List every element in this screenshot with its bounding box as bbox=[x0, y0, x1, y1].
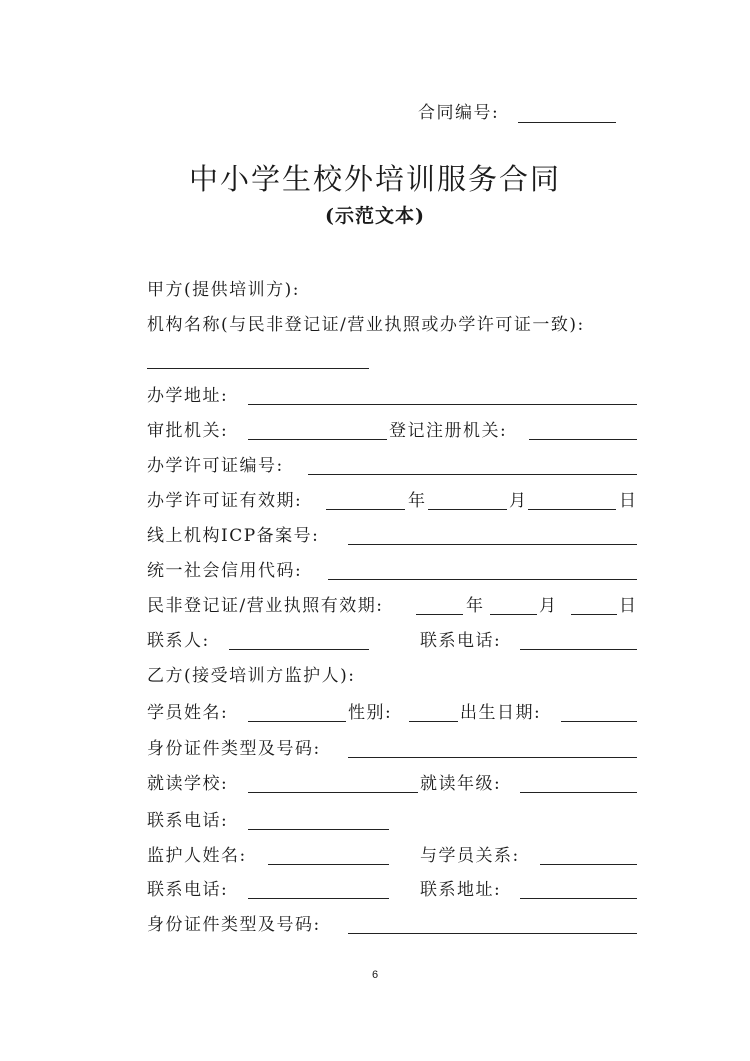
org-name-label: 机构名称(与民非登记证/营业执照或办学许可证一致): bbox=[147, 315, 585, 335]
address-label: 办学地址: bbox=[147, 386, 229, 406]
relation-label: 与学员关系: bbox=[420, 846, 520, 866]
gender-label: 性别: bbox=[348, 703, 393, 723]
student-name-label: 学员姓名: bbox=[147, 703, 229, 723]
registration-authority-label: 登记注册机关: bbox=[389, 421, 508, 441]
page-subtitle: (示范文本) bbox=[325, 205, 425, 227]
license-day-label: 日 bbox=[619, 491, 638, 511]
credit-code-label: 统一社会信用代码: bbox=[147, 561, 303, 581]
grade-blank[interactable] bbox=[520, 792, 637, 793]
license-month-blank[interactable] bbox=[428, 509, 507, 510]
license-year-blank[interactable] bbox=[326, 509, 405, 510]
page-title: 中小学生校外培训服务合同 bbox=[188, 162, 561, 196]
guardian-id-blank[interactable] bbox=[348, 933, 637, 934]
party-b-heading: 乙方(接受培训方监护人): bbox=[147, 666, 356, 686]
license-month-label: 月 bbox=[509, 491, 528, 511]
guardian-address-blank[interactable] bbox=[520, 898, 637, 899]
approval-authority-label: 审批机关: bbox=[147, 421, 229, 441]
page-number: 6 bbox=[371, 969, 379, 981]
student-name-blank[interactable] bbox=[248, 721, 346, 722]
student-phone-blank[interactable] bbox=[248, 829, 389, 830]
credit-code-blank[interactable] bbox=[328, 579, 637, 580]
guardian-phone-label: 联系电话: bbox=[147, 880, 229, 900]
grade-label: 就读年级: bbox=[420, 774, 502, 794]
contact-blank[interactable] bbox=[229, 649, 369, 650]
registration-month-blank[interactable] bbox=[490, 614, 537, 615]
icp-blank[interactable] bbox=[348, 544, 637, 545]
contract-number-blank[interactable] bbox=[518, 122, 616, 123]
license-no-blank[interactable] bbox=[308, 474, 637, 475]
party-a-heading: 甲方(提供培训方): bbox=[147, 280, 300, 300]
contact-label: 联系人: bbox=[147, 631, 210, 651]
student-id-label: 身份证件类型及号码: bbox=[147, 739, 321, 759]
school-blank[interactable] bbox=[248, 792, 418, 793]
school-label: 就读学校: bbox=[147, 774, 229, 794]
party-a-phone-blank[interactable] bbox=[520, 649, 637, 650]
org-name-blank[interactable] bbox=[147, 368, 369, 369]
birth-date-label: 出生日期: bbox=[460, 703, 542, 723]
contract-number-label: 合同编号: bbox=[418, 103, 500, 123]
license-validity-label: 办学许可证有效期: bbox=[147, 491, 303, 511]
birth-date-blank[interactable] bbox=[561, 721, 637, 722]
address-blank[interactable] bbox=[248, 404, 637, 405]
gender-blank[interactable] bbox=[409, 721, 458, 722]
student-phone-label: 联系电话: bbox=[147, 811, 229, 831]
approval-authority-blank[interactable] bbox=[248, 439, 387, 440]
guardian-name-label: 监护人姓名: bbox=[147, 846, 247, 866]
registration-day-label: 日 bbox=[619, 596, 638, 616]
registration-validity-label: 民非登记证/营业执照有效期: bbox=[147, 596, 384, 616]
student-id-blank[interactable] bbox=[348, 757, 637, 758]
registration-year-blank[interactable] bbox=[416, 614, 463, 615]
party-a-phone-label: 联系电话: bbox=[420, 631, 502, 651]
guardian-id-label: 身份证件类型及号码: bbox=[147, 915, 321, 935]
guardian-address-label: 联系地址: bbox=[420, 880, 502, 900]
registration-year-label: 年 bbox=[466, 596, 485, 616]
guardian-phone-blank[interactable] bbox=[248, 898, 389, 899]
icp-label: 线上机构ICP备案号: bbox=[147, 526, 320, 546]
license-year-label: 年 bbox=[408, 491, 427, 511]
license-no-label: 办学许可证编号: bbox=[147, 456, 284, 476]
guardian-name-blank[interactable] bbox=[268, 864, 389, 865]
registration-authority-blank[interactable] bbox=[529, 439, 637, 440]
registration-day-blank[interactable] bbox=[571, 614, 617, 615]
registration-month-label: 月 bbox=[539, 596, 558, 616]
relation-blank[interactable] bbox=[540, 864, 637, 865]
license-day-blank[interactable] bbox=[528, 509, 616, 510]
